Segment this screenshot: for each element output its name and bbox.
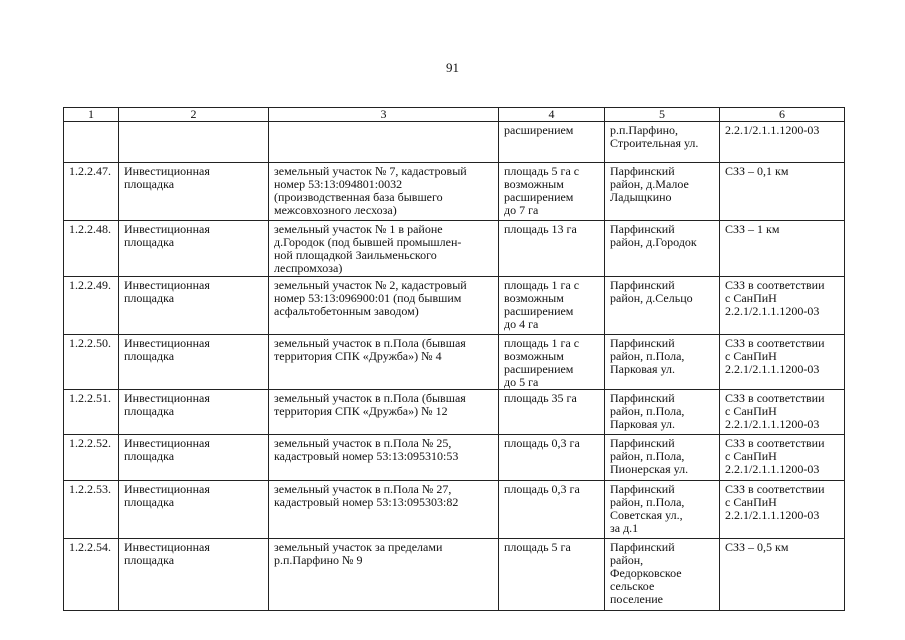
cell-zone: СЗЗ – 1 км (720, 221, 845, 277)
cell-number (64, 122, 119, 163)
cell-type: Инвестиционная площадка (119, 335, 269, 390)
cell-description (269, 122, 499, 163)
column-header: 6 (720, 108, 845, 122)
cell-zone: СЗЗ в соответствии с СанПиН 2.2.1/2.1.1.1200-03 (720, 481, 845, 539)
cell-zone: СЗЗ в соответствии с СанПиН 2.2.1/2.1.1.1200-03 (720, 335, 845, 390)
cell-location: Парфинский район, д.Сельцо (605, 277, 720, 335)
cell-area: площадь 1 га с возможным расширением до 4 га (499, 277, 605, 335)
cell-location: Парфинский район, д.Малое Ладыщкино (605, 163, 720, 221)
cell-number: 1.2.2.54. (64, 539, 119, 611)
cell-area: площадь 0,3 га (499, 435, 605, 481)
cell-description: земельный участок в п.Пола (бывшая территория СПК «Дружба») № 4 (269, 335, 499, 390)
cell-area: площадь 13 га (499, 221, 605, 277)
cell-description: земельный участок № 1 в районе д.Городок (под бывшей промышлен- ной площадкой Заильменьского леспромхоза) (269, 221, 499, 277)
cell-zone: СЗЗ – 0,1 км (720, 163, 845, 221)
cell-area: площадь 1 га с возможным расширением до 5 га (499, 335, 605, 390)
cell-location: р.п.Парфино, Строительная ул. (605, 122, 720, 163)
cell-description: земельный участок в п.Пола № 27, кадастровый номер 53:13:095303:82 (269, 481, 499, 539)
document-table (63, 107, 845, 611)
cell-number: 1.2.2.48. (64, 221, 119, 277)
cell-area: площадь 0,3 га (499, 481, 605, 539)
cell-zone: СЗЗ – 0,5 км (720, 539, 845, 611)
cell-location: Парфинский район, п.Пола, Советская ул., за д.1 (605, 481, 720, 539)
cell-description: земельный участок № 2, кадастровый номер 53:13:096900:01 (под бывшим асфальтобетонным заводом) (269, 277, 499, 335)
cell-number: 1.2.2.49. (64, 277, 119, 335)
cell-description: земельный участок № 7, кадастровый номер 53:13:094801:0032 (производственная база бывшего межсовхозного лесхоза) (269, 163, 499, 221)
table-header-row (64, 108, 845, 122)
cell-number: 1.2.2.47. (64, 163, 119, 221)
cell-type: Инвестиционная площадка (119, 481, 269, 539)
cell-location: Парфинский район, Федорковское сельское поселение (605, 539, 720, 611)
cell-description: земельный участок в п.Пола № 25, кадастровый номер 53:13:095310:53 (269, 435, 499, 481)
table-row (64, 221, 845, 277)
cell-area: площадь 5 га с возможным расширением до 7 га (499, 163, 605, 221)
column-header: 4 (499, 108, 605, 122)
cell-location: Парфинский район, п.Пола, Парковая ул. (605, 335, 720, 390)
cell-description: земельный участок в п.Пола (бывшая территория СПК «Дружба») № 12 (269, 390, 499, 435)
page-number: 91 (446, 60, 459, 75)
cell-number: 1.2.2.53. (64, 481, 119, 539)
cell-type: Инвестиционная площадка (119, 163, 269, 221)
table-row (64, 163, 845, 221)
table-row (64, 335, 845, 390)
table-row (64, 435, 845, 481)
cell-zone: 2.2.1/2.1.1.1200-03 (720, 122, 845, 163)
table-row (64, 539, 845, 611)
cell-area: площадь 5 га (499, 539, 605, 611)
column-header: 2 (119, 108, 269, 122)
cell-location: Парфинский район, п.Пола, Парковая ул. (605, 390, 720, 435)
table-row (64, 122, 845, 163)
cell-type (119, 122, 269, 163)
cell-type: Инвестиционная площадка (119, 221, 269, 277)
cell-number: 1.2.2.51. (64, 390, 119, 435)
cell-zone: СЗЗ в соответствии с СанПиН 2.2.1/2.1.1.1200-03 (720, 390, 845, 435)
table-row (64, 481, 845, 539)
column-header: 1 (64, 108, 119, 122)
cell-area: площадь 35 га (499, 390, 605, 435)
cell-location: Парфинский район, д.Городок (605, 221, 720, 277)
cell-location: Парфинский район, п.Пола, Пионерская ул. (605, 435, 720, 481)
cell-number: 1.2.2.50. (64, 335, 119, 390)
cell-zone: СЗЗ в соответствии с СанПиН 2.2.1/2.1.1.1200-03 (720, 435, 845, 481)
column-header: 3 (269, 108, 499, 122)
cell-number: 1.2.2.52. (64, 435, 119, 481)
cell-type: Инвестиционная площадка (119, 277, 269, 335)
cell-type: Инвестиционная площадка (119, 435, 269, 481)
cell-type: Инвестиционная площадка (119, 390, 269, 435)
cell-description: земельный участок за пределами р.п.Парфино № 9 (269, 539, 499, 611)
cell-area: расширением (499, 122, 605, 163)
table-row (64, 390, 845, 435)
cell-zone: СЗЗ в соответствии с СанПиН 2.2.1/2.1.1.1200-03 (720, 277, 845, 335)
table-row (64, 277, 845, 335)
cell-type: Инвестиционная площадка (119, 539, 269, 611)
column-header: 5 (605, 108, 720, 122)
